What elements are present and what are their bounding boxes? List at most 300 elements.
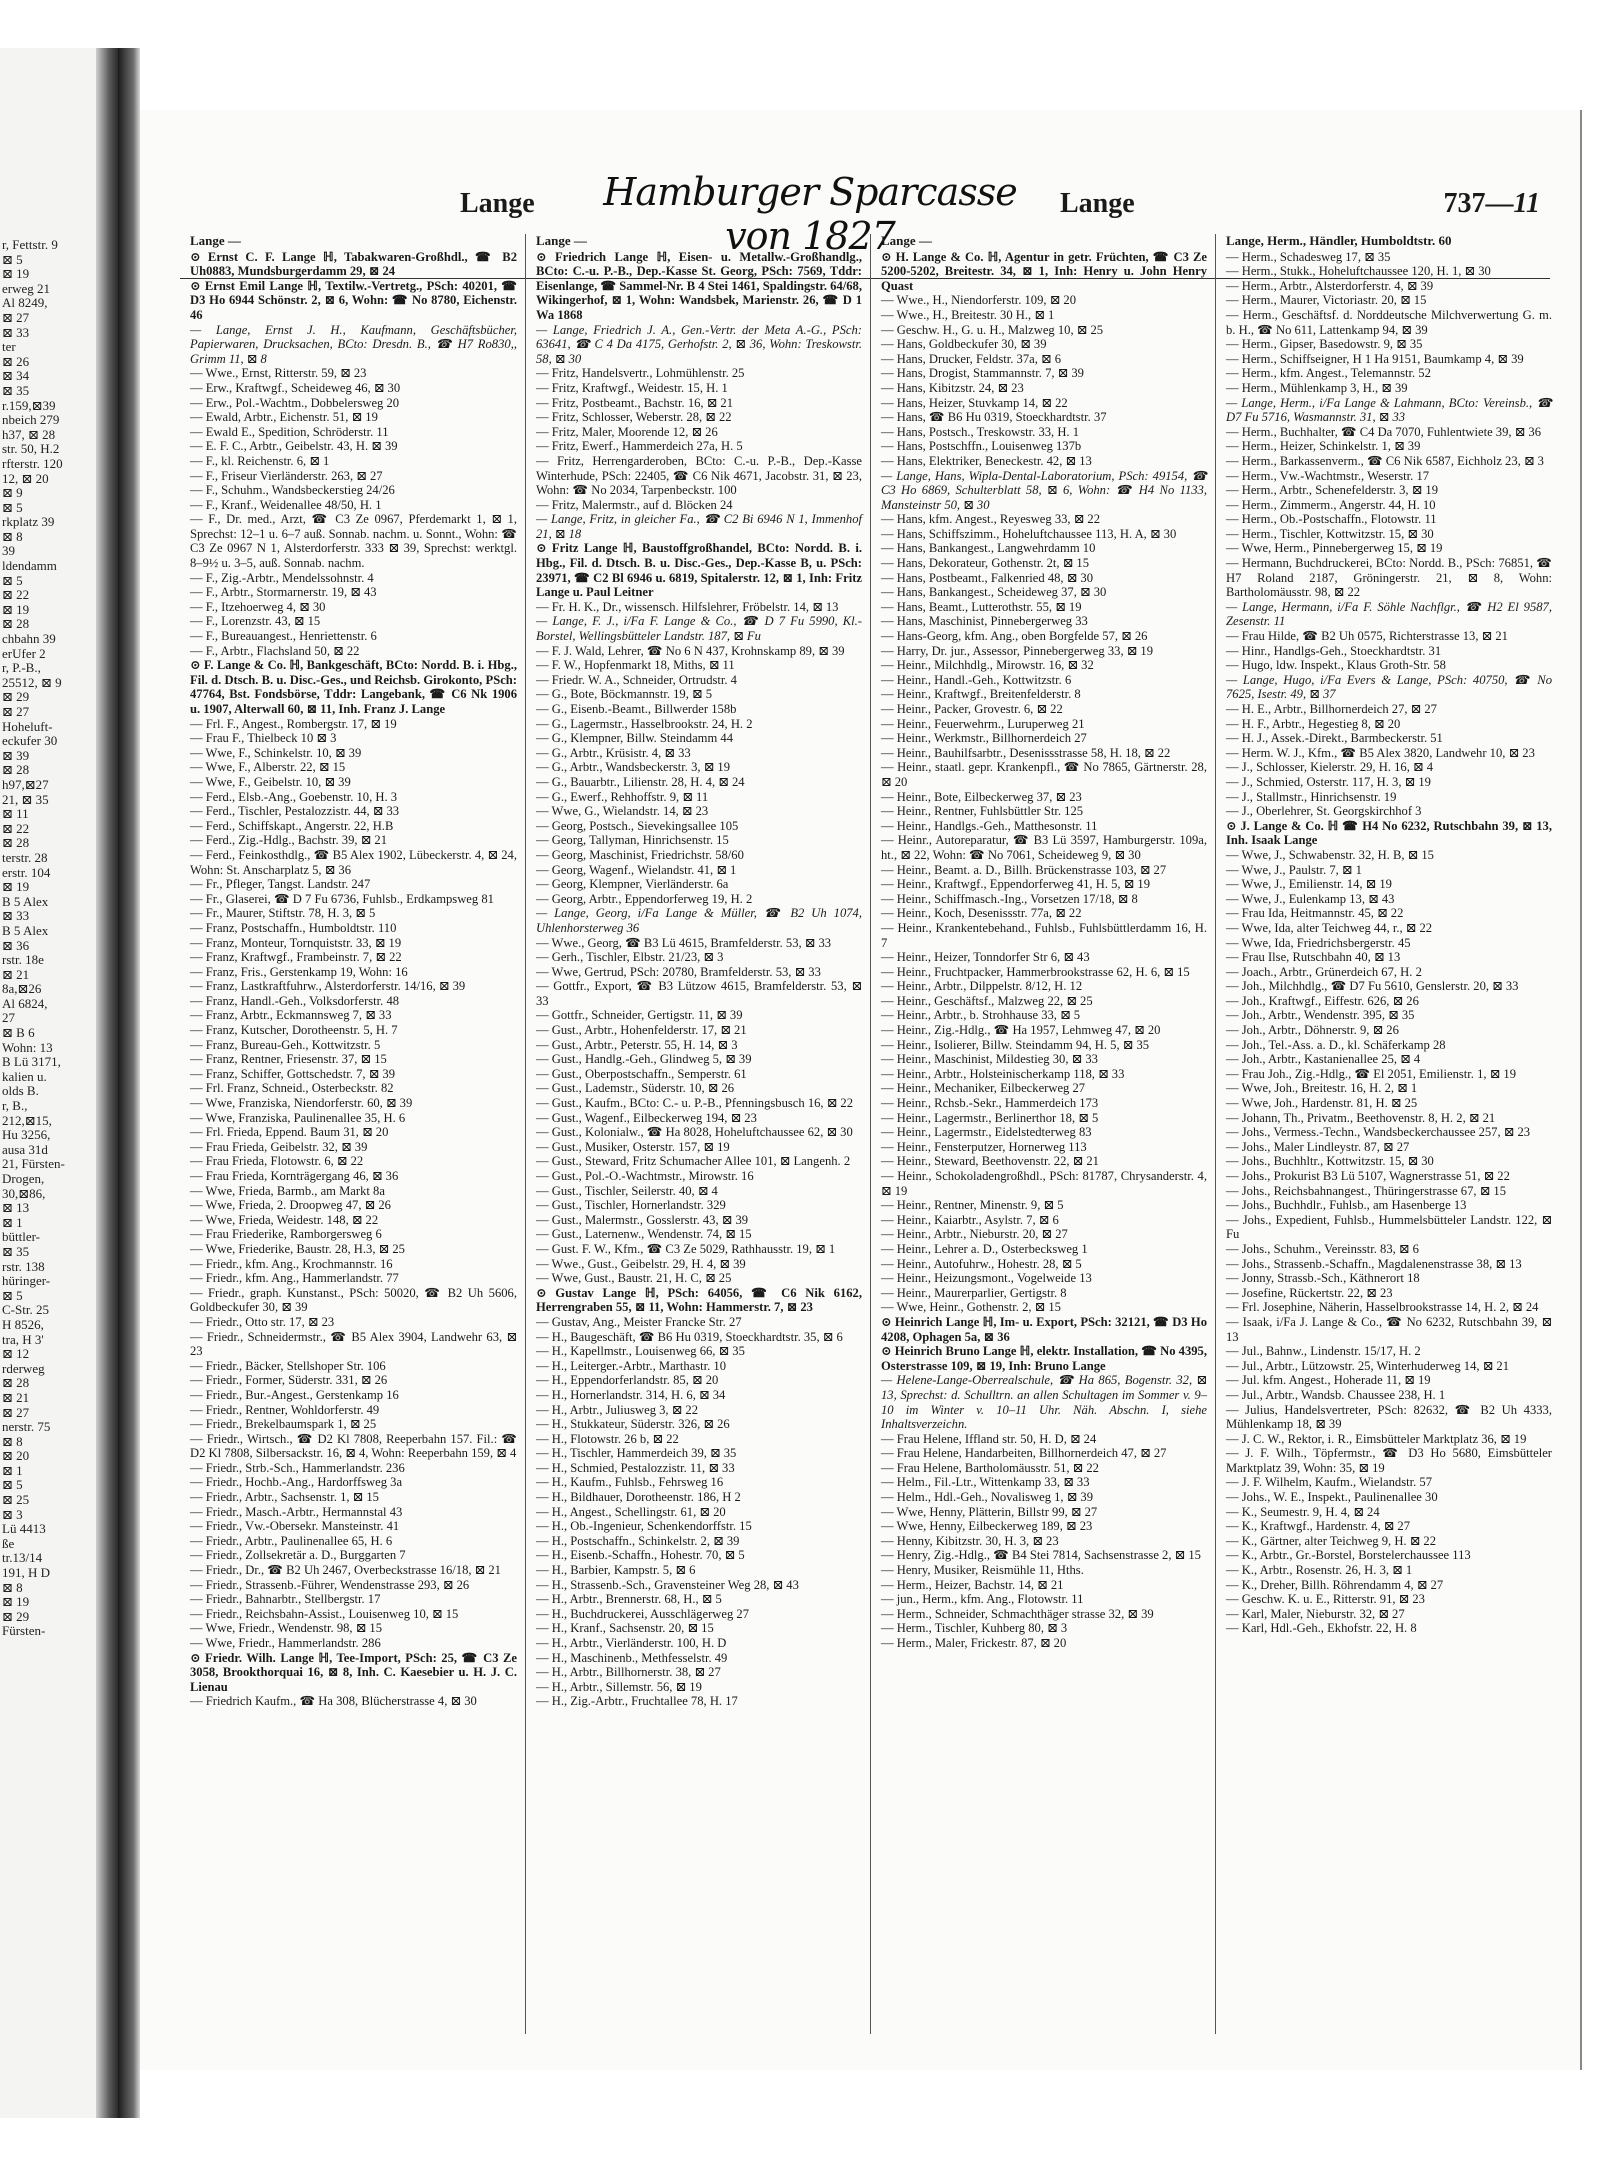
directory-entry: — Wwe., H., Niendorferstr. 109, ⊠ 20 <box>881 293 1076 308</box>
left-fragment-line: 27 <box>2 1010 15 1026</box>
directory-entry: — Heinr., Rentner, Fuhlsbüttler Str. 125 <box>881 804 1084 819</box>
directory-entry: — Frl. Frieda, Eppend. Baum 31, ⊠ 20 <box>190 1125 389 1140</box>
left-fragment-line: H 8526, <box>2 1316 44 1332</box>
left-fragment-line: ⊠ 33 <box>2 908 30 924</box>
directory-entry: — Heinr., Schokoladengroßhdl., PSch: 81787, Chrysanderstr. 4, ⊠ 19 <box>881 1169 1207 1198</box>
directory-entry: — Frau F., Thielbeck 10 ⊠ 3 <box>190 731 337 746</box>
directory-entry: — Ewald, Arbtr., Eichenstr. 51, ⊠ 19 <box>190 410 378 425</box>
firm-entry: ⊙ Gustav Lange ℍ, PSch: 64056, ☎ C6 Nik 6162, Herrengraben 55, ⊠ 11, Wohn: Hammerstr. 7, ⊠ 23 <box>536 1285 862 1315</box>
directory-entry: — H., Strassenb.-Sch., Gravensteiner Weg 28, ⊠ 43 <box>536 1577 799 1592</box>
directory-entry: — Gust., Tischler, Hornerlandstr. 329 <box>536 1198 726 1213</box>
directory-entry: — Helm., Fil.-Ltr., Wittenkamp 33, ⊠ 33 <box>881 1475 1090 1490</box>
directory-entry: — Heinr., Arbtr., b. Strohhause 33, ⊠ 5 <box>881 1008 1081 1023</box>
directory-entry: — Heinr., Handl.-Geh., Kottwitzstr. 6 <box>881 672 1072 687</box>
directory-entry: — Henry, Musiker, Reismühle 11, Hths. <box>881 1563 1084 1578</box>
directory-entry: — Frl. Josephine, Näherin, Hasselbrookstrasse 14, H. 2, ⊠ 24 <box>1226 1300 1539 1315</box>
left-fragment-line: Fürsten- <box>2 1623 46 1639</box>
directory-entry: — H., Arbtr., Juliusweg 3, ⊠ 22 <box>536 1402 699 1417</box>
left-fragment-line: rderweg <box>2 1360 45 1376</box>
directory-entry: — K., Seumestr. 9, H. 4, ⊠ 24 <box>1226 1504 1380 1519</box>
left-fragment-line: erweg 21 <box>2 280 51 296</box>
directory-entry: — F., Schuhm., Wandsbeckerstieg 24/26 <box>190 483 395 498</box>
left-fragment-line: Hu 3256, <box>2 1127 51 1143</box>
left-fragment-line: ⊠ 21 <box>2 966 30 982</box>
directory-entry: — H., Kaufm., Fuhlsb., Fehrsweg 16 <box>536 1475 724 1490</box>
directory-entry: — Friedr., Rentner, Wohldorferstr. 49 <box>190 1402 380 1417</box>
left-fragment-line: ⊠ 22 <box>2 820 30 836</box>
left-fragment-line: ⊠ 12 <box>2 1346 30 1362</box>
directory-entry: — Hans, Postschffn., Louisenweg 137b <box>881 439 1082 454</box>
directory-entry: — Gust., Kaufm., BCto: C.- u. P.-B., Pfenningsbusch 16, ⊠ 22 <box>536 1096 854 1111</box>
directory-entry: — Herm., Tischler, Kottwitzstr. 15, ⊠ 30 <box>1226 526 1434 541</box>
directory-entry: — Wwe, Henny, Plätterin, Billstr 99, ⊠ 27 <box>881 1504 1098 1519</box>
directory-entry: — jun., Herm., kfm. Ang., Flotowstr. 11 <box>881 1592 1084 1607</box>
left-fragment-line: ⊠ 8 <box>2 1433 23 1449</box>
directory-entry: — Gust., Arbtr., Hohenfelderstr. 17, ⊠ 21 <box>536 1023 747 1038</box>
directory-entry: — Hans, Drogist, Stammannstr. 7, ⊠ 39 <box>881 366 1084 381</box>
left-fragment-line: tra, H 3' <box>2 1331 44 1347</box>
directory-entry: — H., Ob.-Ingenieur, Schenkendorffstr. 15 <box>536 1519 752 1534</box>
directory-entry: — Heinr., Arbtr., Holsteinischerkamp 118, ⊠ 33 <box>881 1066 1125 1081</box>
column-section-head: Lange — <box>190 234 241 248</box>
directory-entry: — Wwe, F., Schinkelstr. 10, ⊠ 39 <box>190 745 362 760</box>
directory-entry: — Lange, Hermann, i/Fa F. Söhle Nachflgr., ☎ H2 El 9587, Zesenstr. 11 <box>1226 599 1552 629</box>
left-fragment-line: ⊠ 19 <box>2 601 30 617</box>
directory-entry: — Joh., Kraftwgf., Eiffestr. 626, ⊠ 26 <box>1226 993 1419 1008</box>
directory-entry: — Johs., Schuhm., Vereinsstr. 83, ⊠ 6 <box>1226 1241 1419 1256</box>
firm-entry: ⊙ Friedr. Wilh. Lange ℍ, Tee-Import, PSch: 25, ☎ C3 Ze 3058, Brookthorquai 16, ⊠ 8, Inh. C. Kaesebier u. H. J. C. Lienau <box>190 1650 517 1694</box>
directory-entry: — Jul. kfm. Angest., Hoherade 11, ⊠ 19 <box>1226 1373 1431 1388</box>
directory-entry: — Wwe, Friedr., Hammerlandstr. 286 <box>190 1636 381 1650</box>
directory-entry: — Joh., Arbtr., Döhnerstr. 9, ⊠ 26 <box>1226 1023 1399 1038</box>
left-fragment-line: ⊠ 11 <box>2 806 29 822</box>
directory-entry: — Joh., Arbtr., Kastanienallee 25, ⊠ 4 <box>1226 1052 1421 1067</box>
directory-entry: — Wwe, Joh., Hardenstr. 81, H. ⊠ 25 <box>1226 1096 1418 1111</box>
directory-entry: — G., Arbtr., Krüsistr. 4, ⊠ 33 <box>536 745 691 760</box>
left-fragment-line: ⊠ 5 <box>2 1477 23 1493</box>
directory-entry: — Wwe., Gust., Geibelstr. 29, H. 4, ⊠ 39 <box>536 1256 746 1271</box>
directory-entry: — Friedr. W. A., Schneider, Ortrudstr. 4 <box>536 672 737 687</box>
right-headword: Lange <box>1060 188 1135 219</box>
directory-entry: — H., Flotowstr. 26 b, ⊠ 22 <box>536 1431 679 1446</box>
directory-entry: — Franz, Rentner, Friesenstr. 37, ⊠ 15 <box>190 1052 387 1067</box>
directory-entry: — H., Arbtr., Vierländerstr. 100, H. D <box>536 1636 727 1650</box>
left-fragment-line: ⊠ 3 <box>2 1506 23 1522</box>
directory-entry: — Gustav, Ang., Meister Francke Str. 27 <box>536 1314 742 1329</box>
left-fragment-line: olds B. <box>2 1083 39 1099</box>
left-fragment-line: str. 50, H.2 <box>2 441 60 457</box>
directory-entry: — F. J. Wald, Lehrer, ☎ No 6 N 437, Krohnskamp 89, ⊠ 39 <box>536 643 845 658</box>
directory-entry: — Hans, Heizer, Stuvkamp 14, ⊠ 22 <box>881 395 1068 410</box>
directory-entry: — Henny, Kibitzstr. 30, H. 3, ⊠ 23 <box>881 1533 1059 1548</box>
left-fragment-line: ⊠ 9 <box>2 485 23 501</box>
directory-entry: — Franz, Arbtr., Eckmannsweg 7, ⊠ 33 <box>190 1008 392 1023</box>
directory-entry: — Friedr., Arbtr., Paulinenallee 65, H. 6 <box>190 1533 393 1548</box>
left-fragment-line: 39 <box>2 543 15 559</box>
directory-entry: — Franz, Handl.-Geh., Volksdorferstr. 48 <box>190 993 400 1008</box>
directory-entry: — Geschw. K. u. E., Ritterstr. 91, ⊠ 23 <box>1226 1592 1425 1607</box>
directory-entry: — Wwe, J., Schwabenstr. 32, H. B, ⊠ 15 <box>1226 847 1434 862</box>
directory-entry: — Frau Helene, Iffland str. 50, H. D, ⊠ 24 <box>881 1431 1097 1446</box>
directory-entry: — Wwe, F., Geibelstr. 10, ⊠ 39 <box>190 774 351 789</box>
directory-entry: — Wwe., H., Breitestr. 30 H., ⊠ 1 <box>881 307 1055 322</box>
directory-entry: — Hans-Georg, kfm. Ang., oben Borgfelde 57, ⊠ 26 <box>881 629 1148 644</box>
directory-entry: — Heinr., Maurerparlier, Gertigstr. 8 <box>881 1285 1067 1300</box>
directory-entry: — Friedr., Bäcker, Stellshoper Str. 106 <box>190 1358 386 1373</box>
directory-entry: — Heinr., Schiffmasch.-Ing., Vorsetzen 17/18, ⊠ 8 <box>881 891 1138 906</box>
directory-entry: — Hans, kfm. Angest., Reyesweg 33, ⊠ 22 <box>881 512 1101 527</box>
directory-entry: — Lange, F. J., i/Fa F. Lange & Co., ☎ D 7 Fu 5990, Kl.-Borstel, Wellingsbütteler Landstr. 187, ⊠ Fu <box>536 614 862 644</box>
directory-entry: — Joh., Arbtr., Wendenstr. 395, ⊠ 35 <box>1226 1008 1415 1023</box>
directory-entry: — Wwe, Herm., Pinnebergerweg 15, ⊠ 19 <box>1226 541 1443 556</box>
directory-entry: — Herm., Geschäftsf. d. Norddeutsche Milchverwertung G. m. b. H., ☎ No 611, Lattenkamp 94, ⊠ 39 <box>1226 307 1552 337</box>
left-fragment-line: nerstr. 75 <box>2 1419 51 1435</box>
directory-entry: — Jul., Bahnw., Lindenstr. 15/17, H. 2 <box>1226 1344 1421 1359</box>
directory-entry: — Franz, Lastkraftfuhrw., Alsterdorferstr. 14/16, ⊠ 39 <box>190 979 466 994</box>
directory-entry: — Fr., Glaserei, ☎ D 7 Fu 6736, Fuhlsb., Erdkampsweg 81 <box>190 891 494 906</box>
directory-entry: — H. E., Arbtr., Billhornerdeich 27, ⊠ 27 <box>1226 702 1437 716</box>
directory-entry: — Herm., Schadesweg 17, ⊠ 35 <box>1226 249 1391 264</box>
directory-entry: — H., Schmied, Pestalozzistr. 11, ⊠ 33 <box>536 1460 735 1475</box>
directory-entry: — Hans, Schiffszimm., Hoheluftchaussee 113, H. A, ⊠ 30 <box>881 526 1177 541</box>
directory-entry: — Johs., Maler Lindleystr. 87, ⊠ 27 <box>1226 1139 1410 1154</box>
directory-entry: — Frau Helene, Handarbeiten, Billhornerdeich 47, ⊠ 27 <box>881 1446 1167 1461</box>
directory-entry: — Jul., Arbtr., Lützowstr. 25, Winterhuderweg 14, ⊠ 21 <box>1226 1358 1509 1373</box>
directory-entry: — Hans, Beamt., Lutterothstr. 55, ⊠ 19 <box>881 599 1082 614</box>
directory-entry: — Heinr., Werkmstr., Billhornerdeich 27 <box>881 731 1087 746</box>
directory-entry: — Wwe, J., Eulenkamp 13, ⊠ 43 <box>1226 891 1395 906</box>
directory-entry: — Joh., Milchhdlg., ☎ D7 Fu 5610, Genslerstr. 20, ⊠ 33 <box>1226 979 1519 994</box>
directory-entry: — Fritz, Handelsvertr., Lohmühlenstr. 25 <box>536 366 745 381</box>
directory-entry: — Franz, Kutscher, Dorotheenstr. 5, H. 7 <box>190 1023 398 1038</box>
directory-entry: — H., Hornerlandstr. 314, H. 6, ⊠ 34 <box>536 1387 726 1402</box>
left-page-text <box>2 238 92 1639</box>
directory-entry: — H., Zig.-Arbtr., Fruchtallee 78, H. 17 <box>536 1694 738 1709</box>
left-fragment-line: ⊠ 25 <box>2 1492 30 1508</box>
directory-entry: — G., Arbtr., Wandsbeckerstr. 3, ⊠ 19 <box>536 760 730 775</box>
directory-entry: — Heinr., Feuerwehrm., Luruperweg 21 <box>881 716 1085 731</box>
directory-entry: — Johs., Strassenb.-Schaffn., Magdalenenstrasse 38, ⊠ 13 <box>1226 1256 1522 1271</box>
directory-entry: — Herm., Arbtr., Alsterdorferstr. 4, ⊠ 39 <box>1226 278 1434 293</box>
directory-entry: — Geschw. H., G. u. H., Malzweg 10, ⊠ 25 <box>881 322 1104 337</box>
directory-entry: — Heinr., Rentner, Minenstr. 9, ⊠ 5 <box>881 1198 1064 1213</box>
directory-entry: — Gust., Arbtr., Peterstr. 55, H. 14, ⊠ 3 <box>536 1037 738 1052</box>
directory-entry: — Wwe, Ida, alter Teichweg 44, r., ⊠ 22 <box>1226 920 1433 935</box>
left-fragment-line: ⊠ 34 <box>2 368 30 384</box>
directory-entry: — Fr., Maurer, Stiftstr. 78, H. 3, ⊠ 5 <box>190 906 376 921</box>
directory-entry: — Johs., W. E., Inspekt., Paulinenallee 30 <box>1226 1490 1438 1505</box>
directory-entry: — Hugo, ldw. Inspekt., Klaus Groth-Str. 58 <box>1226 658 1446 673</box>
directory-entry: — Frau Ida, Heitmannstr. 45, ⊠ 22 <box>1226 906 1404 921</box>
directory-entry: — Wwe, Heinr., Gothenstr. 2, ⊠ 15 <box>881 1300 1061 1315</box>
left-fragment-line: ausa 31d <box>2 1141 48 1157</box>
directory-entry: — F., Arbtr., Stormarnerstr. 19, ⊠ 43 <box>190 585 377 600</box>
directory-entry: — Franz, Fris., Gerstenkamp 19, Wohn: 16 <box>190 964 408 979</box>
column-section-head: Lange — <box>536 234 587 248</box>
directory-entry: — Hans, Dekorateur, Gothenstr. 2t, ⊠ 15 <box>881 556 1090 571</box>
directory-entry: — Herm., Buchhalter, ☎ C4 Da 7070, Fuhlentwiete 39, ⊠ 36 <box>1226 424 1541 439</box>
left-fragment-line: ⊠ 35 <box>2 1243 30 1259</box>
directory-entry: — Heinr., Arbtr., Dilppelstr. 8/12, H. 12 <box>881 979 1083 994</box>
directory-entry: — Friedr., Strb.-Sch., Hammerlandstr. 236 <box>190 1460 405 1475</box>
left-fragment-line: ⊠ 13 <box>2 1200 30 1216</box>
left-fragment-line: Drogen, <box>2 1171 45 1186</box>
left-fragment-line: ⊠ 20 <box>2 1448 30 1464</box>
left-fragment-line: h37, ⊠ 28 <box>2 426 56 442</box>
directory-entry: — Ferd., Schiffskapt., Angerstr. 22, H.B <box>190 818 394 833</box>
directory-entry: — Johs., Reichsbahnangest., Thüringerstrasse 67, ⊠ 15 <box>1226 1183 1506 1198</box>
directory-entry: — Hans, ☎ B6 Hu 0319, Stoeckhardtstr. 37 <box>881 410 1107 425</box>
directory-entry: — Wwe, Friedr., Wendenstr. 98, ⊠ 15 <box>190 1621 383 1636</box>
left-fragment-line: chbahn 39 <box>2 631 56 647</box>
directory-entry: — Heinr., Kaiarbtr., Asylstr. 7, ⊠ 6 <box>881 1212 1059 1227</box>
directory-entry: — Josefine, Rückertstr. 22, ⊠ 23 <box>1226 1285 1393 1300</box>
left-fragment-line: 212,⊠15, <box>2 1112 52 1128</box>
directory-entry: — Gottfr., Schneider, Gertigstr. 11, ⊠ 39 <box>536 1008 743 1023</box>
directory-entry: — Heinr., Lagermstr., Berlinerthor 18, ⊠ 5 <box>881 1110 1099 1125</box>
left-headword: Lange <box>460 188 535 219</box>
directory-entry: — J. F. Wilhelm, Kaufm., Wielandstr. 57 <box>1226 1475 1432 1490</box>
directory-entry: — Friedr., Bur.-Angest., Gerstenkamp 16 <box>190 1387 399 1402</box>
page-fold-shadow <box>118 48 140 2118</box>
left-fragment-line: ⊠ 1 <box>2 1462 23 1478</box>
left-fragment-line: ⊠ 29 <box>2 1608 30 1624</box>
left-fragment-line: Hoheluft- <box>2 718 53 734</box>
directory-entry: — Gust., Kolonialw., ☎ Ha 8028, Hoheluftchaussee 62, ⊠ 30 <box>536 1125 853 1140</box>
directory-entry: — H., Angest., Schellingstr. 61, ⊠ 20 <box>536 1504 726 1519</box>
directory-entry: — Helm., Hdl.-Geh., Novalisweg 1, ⊠ 39 <box>881 1490 1094 1505</box>
directory-entry: — H., Bildhauer, Dorotheenstr. 186, H 2 <box>536 1490 741 1505</box>
directory-entry: — Lange, Friedrich J. A., Gen.-Vertr. der Meta A.-G., PSch: 63641, ☎ C 4 Da 4175, Gerhofstr. 2, ⊠ 36, Wohn: Treskowstr. 58, ⊠ 30 <box>536 322 862 366</box>
directory-entry: — Heinr., Lehrer a. D., Osterbecksweg 1 <box>881 1241 1088 1256</box>
directory-entry: — Fr. H. K., Dr., wissensch. Hilfslehrer, Fröbelstr. 14, ⊠ 13 <box>536 599 839 614</box>
firm-entry: ⊙ Fritz Lange ℍ, Baustoffgroßhandel, BCto: Nordd. B. i. Hbg., Fil. d. Dtsch. B. u. Disc.-Ges., Dep.-Kasse B, u. PSch: 23971, ☎ C2 Bl 6946 u. 6819, Spitalerstr. 12, ⊠ 1, Inh: Fritz Lange u. Paul Leitner <box>536 541 862 600</box>
directory-entry: — Friedr., Hochb.-Ang., Hardorffsweg 3a <box>190 1475 403 1490</box>
column-2 <box>525 234 870 2034</box>
left-fragment-line: ⊠ 28 <box>2 616 30 632</box>
directory-entry: — H., Leiterger.-Arbtr., Marthastr. 10 <box>536 1358 727 1373</box>
directory-entry: — Wwe, Joh., Breitestr. 16, H. 2, ⊠ 1 <box>1226 1081 1418 1096</box>
directory-entry: — Heinr., Kraftwgf., Eppendorferweg 41, H. 5, ⊠ 19 <box>881 877 1151 892</box>
left-fragment-line: ⊠ 5 <box>2 572 23 588</box>
directory-entry: — Friedr., Masch.-Arbtr., Hermannstal 43 <box>190 1504 403 1519</box>
left-fragment-line: ⊠ 21 <box>2 1389 30 1405</box>
directory-entry: — Friedr., Vw.-Obersekr. Mansteinstr. 41 <box>190 1519 400 1534</box>
firm-entry: ⊙ Friedrich Lange ℍ, Eisen- u. Metallw.-Großhandlg., BCto: C.-u. P.-B., Dep.-Kasse St. Georg, PSch: 7569, Tddr: Eisenlange, ☎ Sammel-Nr. B 4 Stei 1461, Spaldingstr. 64/68, Wikingerhof, ⊠ 1, Wohn: Wandsbek, Marienstr. 26, ☎ D 1 Wa 1868 <box>536 249 862 322</box>
left-fragment-line: nbeich 279 <box>2 412 60 428</box>
directory-entry: — H., Maschinenb., Methfesselstr. 49 <box>536 1650 728 1665</box>
directory-entry: — Wwe, Frieda, Weidestr. 148, ⊠ 22 <box>190 1212 379 1227</box>
directory-entry: — Lange, Hans, Wipla-Dental-Laboratorium, PSch: 49154, ☎ C3 Ho 6869, Schulterblatt 58, ⊠ 6, Wohn: ☎ H4 No 1133, Mansteinstr 50, ⊠ 30 <box>881 468 1207 512</box>
left-fragment-line: B 5 Alex <box>2 922 49 938</box>
left-fragment-line: ße <box>2 1535 15 1551</box>
left-fragment-line: h97,⊠27 <box>2 776 49 792</box>
left-fragment-line: ⊠ 8 <box>2 1579 23 1595</box>
directory-entry: — Heinr., Geschäftsf., Malzweg 22, ⊠ 25 <box>881 993 1093 1008</box>
firm-entry: ⊙ Heinrich Lange ℍ, Im- u. Export, PSch: 32121, ☎ D3 Ho 4208, Ophagen 5a, ⊠ 36 <box>881 1314 1207 1344</box>
directory-entry: — Johs., Buchhdlr., Fuhlsb., am Hasenberge 13 <box>1226 1198 1467 1213</box>
directory-entry: — H., Kranf., Sachsenstr. 20, ⊠ 15 <box>536 1621 714 1636</box>
directory-entry: — Hermann, Buchdruckerei, BCto: Nordd. B., PSch: 76851, ☎ H7 Roland 2187, Gröningerstr. 21, ⊠ 8, Wohn: Bartholomäusstr. 98, ⊠ 22 <box>1226 556 1552 600</box>
entry-columns <box>180 234 1560 2034</box>
directory-entry: — F., Dr. med., Arzt, ☎ C3 Ze 0967, Pferdemarkt 1, ⊠ 1, Sprechst: 12–1 u. 6–7 auß. Sonnab. nachm. u. Sonnt., Wohn: ☎ C3 Ze 0967 N 1, Alsterdorferstr. 333 ⊠ 39, Sprechst: werktgl. 8–9½ u. 3–5, auß. Sonnab. nachm. <box>190 512 517 571</box>
directory-entry: — Fr., Pfleger, Tangst. Landstr. 247 <box>190 877 371 892</box>
left-fragment-line: ⊠ 27 <box>2 309 30 325</box>
directory-entry: — Helene-Lange-Oberrealschule, ☎ Ha 865, Bogenstr. 32, ⊠ 13, Sprechst: d. Schulltrn. an allen Schultagen im Sommer v. 9–10 im Winter v. 10–11 Uhr. Näh. Abschn. I, siehe Inhaltsverzeichn. <box>881 1373 1207 1432</box>
directory-entry: — G., Lagermstr., Hasselbrookstr. 24, H. 2 <box>536 716 753 731</box>
directory-entry: — H., Arbtr., Billhornerstr. 38, ⊠ 27 <box>536 1665 721 1680</box>
directory-entry: — Wwe, J., Emilienstr. 14, ⊠ 19 <box>1226 877 1392 892</box>
column-section-head: Lange — <box>881 234 932 248</box>
directory-entry: — H., Buchdruckerei, Ausschlägerweg 27 <box>536 1606 749 1621</box>
directory-entry: — Gerh., Tischler, Elbstr. 21/23, ⊠ 3 <box>536 950 724 965</box>
left-fragment-line: ⊠ 29 <box>2 689 30 705</box>
directory-entry: — Gust. F. W., Kfm., ☎ C3 Ze 5029, Rathhausstr. 19, ⊠ 1 <box>536 1241 836 1256</box>
left-fragment-line: 12, ⊠ 20 <box>2 470 49 486</box>
left-fragment-line: ⊠ 28 <box>2 762 30 778</box>
directory-entry: — Heinr., Heizungsmont., Vogelweide 13 <box>881 1271 1092 1286</box>
page-number: 737—11 <box>1443 188 1540 219</box>
directory-entry: — Hans, Postbeamt., Falkenried 48, ⊠ 30 <box>881 570 1094 585</box>
directory-entry: — Erw., Pol.-Wachtm., Dobbelersweg 20 <box>190 395 400 410</box>
left-fragment-line: r, Fettstr. 9 <box>2 238 58 252</box>
directory-entry: — Heinr., Handlgs.-Geh., Matthesonstr. 11 <box>881 818 1098 833</box>
left-fragment-line: 8a,⊠26 <box>2 981 42 997</box>
directory-entry: — H., Arbtr., Sillemstr. 56, ⊠ 19 <box>536 1679 702 1694</box>
directory-entry: — Friedr., kfm. Ang., Hammerlandstr. 77 <box>190 1271 399 1286</box>
directory-entry: — Herm., Ob.-Postschaffn., Flotowstr. 11 <box>1226 512 1437 527</box>
directory-entry: — Fritz, Postbeamt., Bachstr. 16, ⊠ 21 <box>536 395 733 410</box>
directory-entry: — Gust., Pol.-O.-Wachtmstr., Mirowstr. 16 <box>536 1169 754 1183</box>
directory-entry: — Frl. F., Angest., Rombergstr. 17, ⊠ 19 <box>190 716 397 731</box>
directory-entry: — Heinr., Heizer, Tonndorfer Str 6, ⊠ 43 <box>881 950 1090 965</box>
directory-entry: — Ferd., Zig.-Hdlg., Bachstr. 39, ⊠ 21 <box>190 833 387 848</box>
left-fragment-line: Lü 4413 <box>2 1521 46 1537</box>
directory-entry: — Herm., Gipser, Basedowstr. 9, ⊠ 35 <box>1226 337 1423 352</box>
directory-page <box>140 110 1582 2070</box>
directory-entry: — Erw., Kraftwgf., Scheideweg 46, ⊠ 30 <box>190 380 401 395</box>
directory-entry: — Gust., Malermstr., Gosslerstr. 43, ⊠ 39 <box>536 1212 749 1227</box>
directory-entry: — Ewald E., Spedition, Schröderstr. 11 <box>190 424 389 439</box>
left-fragment-line: ⊠ 28 <box>2 835 30 851</box>
directory-entry: — Wwe., Georg, ☎ B3 Lü 4615, Bramfelderstr. 53, ⊠ 33 <box>536 935 832 950</box>
directory-entry: — Heinr., Bauhilfsarbtr., Desenissstrasse 58, H. 18, ⊠ 22 <box>881 745 1171 760</box>
directory-entry: — Gust., Musiker, Osterstr. 157, ⊠ 19 <box>536 1139 730 1154</box>
directory-entry: — Hinr., Handlgs-Geh., Stoeckhardtstr. 31 <box>1226 643 1442 658</box>
directory-entry: — Heinr., Beamt. a. D., Billh. Brückenstrasse 103, ⊠ 27 <box>881 862 1167 877</box>
column-4 <box>1215 234 1560 2034</box>
firm-entry: ⊙ Heinrich Bruno Lange ℍ, elektr. Installation, ☎ No 4395, Osterstrasse 109, ⊠ 19, Inh: Bruno Lange <box>881 1344 1207 1373</box>
directory-entry: — J., Schmied, Osterstr. 117, H. 3, ⊠ 19 <box>1226 774 1431 789</box>
directory-entry: — Wwe, Friederike, Baustr. 28, H.3, ⊠ 25 <box>190 1241 405 1256</box>
directory-entry: — Wwe, Frieda, 2. Droopweg 47, ⊠ 26 <box>190 1198 391 1213</box>
directory-entry: — H. J., Assek.-Direkt., Barmbeckerstr. 51 <box>1226 731 1443 746</box>
directory-entry: — Georg, Maschinist, Friedrichstr. 58/60 <box>536 847 744 862</box>
directory-entry: — Herm., Maurer, Victoriastr. 20, ⊠ 15 <box>1226 293 1427 308</box>
directory-entry: — Friedr., Reichsbahn-Assist., Louisenweg 10, ⊠ 15 <box>190 1606 459 1621</box>
directory-entry: — J., Stallmstr., Hinrichsenstr. 19 <box>1226 789 1397 804</box>
left-fragment-line: kalien u. <box>2 1068 47 1084</box>
directory-entry: — Ferd., Elsb.-Ang., Goebenstr. 10, H. 3 <box>190 789 398 804</box>
directory-entry: — Herm., kfm. Angest., Telemannstr. 52 <box>1226 366 1431 381</box>
directory-entry: — Friedr., Zollsekretär a. D., Burggarten 7 <box>190 1548 406 1563</box>
left-fragment-line: rfterstr. 120 <box>2 455 63 471</box>
directory-entry: — G., Eisenb.-Beamt., Billwerder 158b <box>536 702 737 716</box>
directory-entry: — K., Dreher, Billh. Röhrendamm 4, ⊠ 27 <box>1226 1577 1444 1592</box>
left-fragment-line: ⊠ 36 <box>2 937 30 953</box>
directory-entry: — Frau Hilde, ☎ B2 Uh 0575, Richterstrasse 13, ⊠ 21 <box>1226 629 1508 644</box>
book-spine <box>96 48 118 2118</box>
left-fragment-line: hüringer- <box>2 1273 51 1289</box>
directory-entry: — Wwe., Ernst, Ritterstr. 59, ⊠ 23 <box>190 366 367 381</box>
directory-entry: — Herm., Arbtr., Schenefelderstr. 3, ⊠ 19 <box>1226 483 1439 498</box>
directory-entry: — Wwe, Frieda, Barmb., am Markt 8a <box>190 1183 385 1198</box>
directory-entry: — Friedr., Bahnarbtr., Stellbergstr. 17 <box>190 1592 381 1607</box>
left-fragment-line: ⊠ 28 <box>2 1375 30 1391</box>
directory-entry: — Friedr., graph. Kunstanst., PSch: 50020, ☎ B2 Uh 5606, Goldbeckufer 30, ⊠ 39 <box>190 1285 517 1315</box>
left-fragment-line: 25512, ⊠ 9 <box>2 674 62 690</box>
directory-entry: — F., Zig.-Arbtr., Mendelssohnstr. 4 <box>190 570 374 585</box>
firm-entry: ⊙ Ernst C. F. Lange ℍ, Tabakwaren-Großhdl., ☎ B2 Uh0883, Mundsburgerdamm 29, ⊠ 24 <box>190 249 517 279</box>
left-page-fragment <box>0 48 118 2118</box>
left-fragment-line: ⊠ 27 <box>2 704 30 719</box>
column-3 <box>870 234 1215 2034</box>
column-1 <box>180 234 525 2034</box>
directory-entry: — H., Arbtr., Brennerstr. 68, H., ⊠ 5 <box>536 1592 722 1607</box>
directory-entry: — F., Arbtr., Flachsland 50, ⊠ 22 <box>190 643 360 658</box>
directory-entry: — Fritz, Malermstr., auf d. Blöcken 24 <box>536 497 733 512</box>
directory-entry: — Friedr., Wirtsch., ☎ D2 Kl 7808, Reeperbahn 157. Fil.: ☎ D2 Kl 7808, Silbersackstr. 16, ⊠ 4, Wohn: Reeperbahn 159, ⊠ 4 <box>190 1431 517 1461</box>
directory-entry: — Joach., Arbtr., Grünerdeich 67, H. 2 <box>1226 964 1422 979</box>
directory-entry: — Lange, Georg, i/Fa Lange & Müller, ☎ B2 Uh 1074, Uhlenhorsterweg 36 <box>536 906 862 935</box>
directory-entry: — Friedr., Dr., ☎ B2 Uh 2467, Overbeckstrasse 16/18, ⊠ 21 <box>190 1563 501 1578</box>
left-fragment-line: erUfer 2 <box>2 645 46 661</box>
directory-entry: — Hans, Bankangest., Langwehrdamm 10 <box>881 541 1096 556</box>
directory-entry: — Gust., Oberpostschaffn., Semperstr. 61 <box>536 1066 747 1081</box>
left-fragment-line: terstr. 28 <box>2 849 48 865</box>
directory-entry: — Wwe, Franziska, Paulinenallee 35, H. 6 <box>190 1110 406 1125</box>
directory-entry: — Friedr., Former, Süderstr. 331, ⊠ 26 <box>190 1373 388 1388</box>
left-fragment-line: ⊠ 19 <box>2 1594 30 1610</box>
left-fragment-line: ⊠ 5 <box>2 499 23 515</box>
left-fragment-line: r, P.-B., <box>2 660 41 676</box>
directory-entry: — Ferd., Feinkosthdlg., ☎ B5 Alex 1902, Lübeckerstr. 4, ⊠ 24, Wohn: St. Anscharplatz 5, ⊠ 36 <box>190 847 517 877</box>
directory-entry: — Julius, Handelsvertreter, PSch: 82632, ☎ B2 Uh 4333, Mühlenkamp 18, ⊠ 39 <box>1226 1402 1552 1432</box>
left-fragment-line: ldendamm <box>2 558 57 574</box>
left-fragment-line: rstr. 18e <box>2 952 44 968</box>
directory-entry: — Hans, Maschinist, Pinnebergerweg 33 <box>881 614 1088 629</box>
directory-entry: — H., Baugeschäft, ☎ B6 Hu 0319, Stoeckhardtstr. 35, ⊠ 6 <box>536 1329 843 1344</box>
directory-entry: — Heinr., Lagermstr., Eidelstedterweg 83 <box>881 1125 1092 1140</box>
directory-entry: — Heinr., Koch, Desenissstr. 77a, ⊠ 22 <box>881 906 1082 921</box>
directory-entry: — Frl. Franz, Schneid., Osterbeckstr. 82 <box>190 1081 394 1096</box>
directory-entry: — Fritz, Herrengarderoben, BCto: C.-u. P.-B., Dep.-Kasse Winterhude, PSch: 22405, ☎ C6 Nik 4671, Jacobstr. 31, ⊠ 23, Wohn: ☎ No 2034, Tarpenbeckstr. 100 <box>536 453 862 498</box>
directory-entry: — Franz, Schiffer, Gottschedstr. 7, ⊠ 39 <box>190 1066 395 1081</box>
directory-entry: — Wwe, F., Alberstr. 22, ⊠ 15 <box>190 760 346 775</box>
directory-entry: — Heinr., Fruchtpacker, Hammerbrookstrasse 62, H. 6, ⊠ 15 <box>881 964 1190 979</box>
directory-entry: — Hans, Postsch., Treskowstr. 33, H. 1 <box>881 424 1080 439</box>
directory-entry: — Georg, Postsch., Sievekingsallee 105 <box>536 818 739 833</box>
directory-entry: — Heinr., Mechaniker, Eilbeckerweg 27 <box>881 1081 1086 1096</box>
left-fragment-line: ⊠ 19 <box>2 266 30 282</box>
left-fragment-line: ⊠ 33 <box>2 324 30 340</box>
directory-entry: — Herm., Heizer, Bachstr. 14, ⊠ 21 <box>881 1577 1064 1592</box>
directory-entry: — Herm., Stukk., Hoheluftchaussee 120, H. 1, ⊠ 30 <box>1226 264 1491 279</box>
directory-entry: — Hans, Drucker, Feldstr. 37a, ⊠ 6 <box>881 351 1062 366</box>
directory-entry: — Franz, Postschaffn., Humboldtstr. 110 <box>190 920 397 935</box>
directory-entry: — G., Klempner, Billw. Steindamm 44 <box>536 731 734 746</box>
directory-entry: — Johann, Th., Privatm., Beethovenstr. 8, H. 2, ⊠ 21 <box>1226 1110 1496 1125</box>
